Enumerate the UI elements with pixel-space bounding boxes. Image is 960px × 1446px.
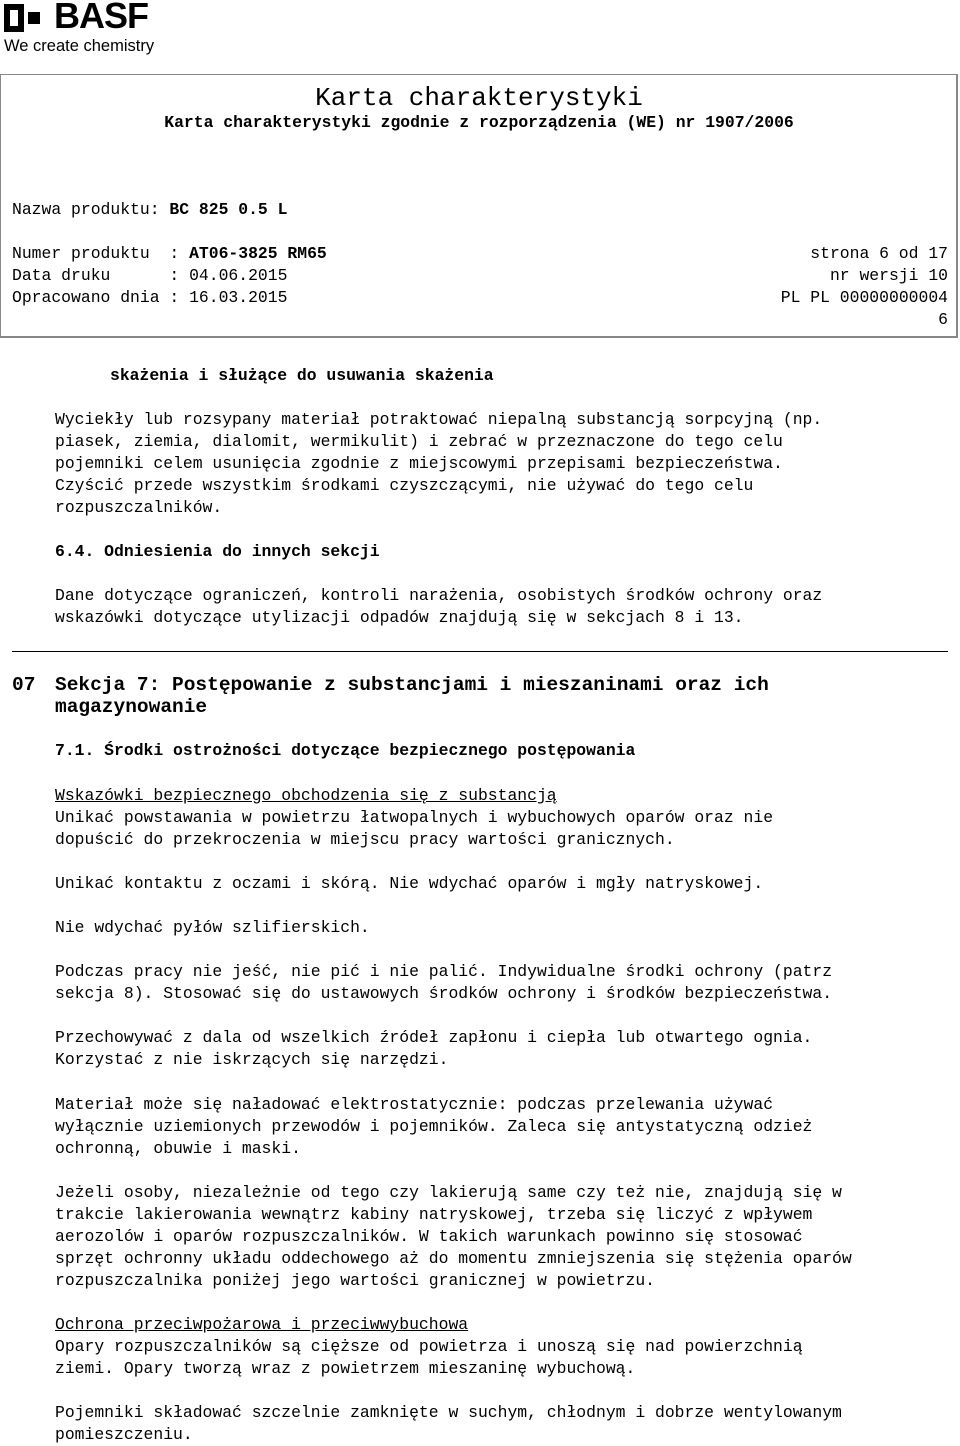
basf-wordmark: BASF [54, 0, 148, 36]
document-code-continuation: 6 [938, 310, 948, 329]
paragraph-line: rozpuszczalnika poniżej jego wartości granicznej w powietrzu. [55, 1271, 655, 1290]
paragraph-line: wskazówki dotyczące utylizacji odpadów znajdują się w sekcjach 8 i 13. [55, 608, 744, 627]
paragraph-line: sprzęt ochronny układu oddechowego aż do momentu zmniejszenia się stężenia oparów [55, 1249, 852, 1268]
section-number: 07 [12, 674, 36, 696]
paragraph-line: Unikać kontaktu z oczami i skórą. Nie wdychać oparów i mgły natryskowej. [55, 874, 764, 893]
section-title-line: Sekcja 7: Postępowanie z substancjami i mieszaninami oraz ich [55, 674, 769, 696]
subsection-heading-7-1: 7.1. Środki ostrożności dotyczące bezpiecznego postępowania [55, 741, 636, 760]
paragraph-line: aerozolów i oparów rozpuszczalników. W takich warunkach powinno się stosować [55, 1227, 803, 1246]
paragraph-line: wyłącznie uziemionych przewodów i pojemników. Zaleca się antystatyczną odzież [55, 1117, 813, 1136]
paragraph-line: Wyciekły lub rozsypany materiał potraktować niepalną substancją sorpcyjną (np. [55, 410, 823, 429]
paragraph-line: Korzystać z nie iskrzących się narzędzi. [55, 1050, 449, 1069]
subsection-heading-6-4: 6.4. Odniesienia do innych sekcji [55, 542, 380, 561]
logo-tagline: We create chemistry [4, 37, 155, 55]
intro-heading: skażenia i służące do usuwania skażenia [110, 366, 494, 385]
print-date-label: Data druku : [12, 266, 190, 285]
section-title-line: magazynowanie [55, 696, 208, 718]
product-number-value: AT06-3825 RM65 [189, 244, 327, 263]
print-date-value: 04.06.2015 [189, 266, 288, 285]
prepared-date-row [12, 287, 287, 309]
paragraph-line: ochronną, obuwie i maski. [55, 1139, 301, 1158]
paragraph-line: Dane dotyczące ograniczeń, kontroli narażenia, osobistych środków ochrony oraz [55, 586, 823, 605]
paragraph-line: dopuścić do przekroczenia w miejscu pracy wartości granicznych. [55, 830, 675, 849]
paragraph-line: Czyścić przede wszystkim środkami czyszczącymi, nie używać do tego celu [55, 476, 754, 495]
product-name-label: Nazwa produktu: [12, 200, 170, 219]
product-number-row [12, 243, 327, 265]
paragraph-line: piasek, ziemia, dialomit, wermikulit) i zebrać w przeznaczone do tego celu [55, 432, 783, 451]
paragraph-line: rozpuszczalników. [55, 498, 223, 517]
document-code: PL PL 00000000004 [780, 288, 948, 307]
section-divider [12, 651, 948, 652]
safe-handling-heading: Wskazówki bezpiecznego obchodzenia się z substancją [55, 786, 557, 805]
paragraph-line: ziemi. Opary tworzą wraz z powietrzem mieszaninę wybuchową. [55, 1359, 636, 1378]
document-subtitle: Karta charakterystyki zgodnie z rozporządzenia (WE) nr 1907/2006 [164, 113, 794, 132]
basf-logo [4, 2, 204, 62]
paragraph-line: Przechowywać z dala od wszelkich źródeł zapłonu i ciepła lub otwartego ognia. [55, 1028, 813, 1047]
paragraph-line: Unikać powstawania w powietrzu łatwopalnych i wybuchowych oparów oraz nie [55, 808, 774, 827]
paragraph-line: Opary rozpuszczalników są cięższe od powietrza i unoszą się nad powierzchnią [55, 1337, 803, 1356]
product-name-value: BC 825 0.5 L [169, 200, 288, 219]
prepared-date-value: 16.03.2015 [189, 288, 288, 307]
fire-protection-heading: Ochrona przeciwpożarowa i przeciwwybuchowa [55, 1315, 469, 1334]
basf-logo-mark [4, 4, 48, 32]
paragraph-line: Pojemniki składować szczelnie zamknięte w suchym, chłodnym i dobrze wentylowanym [55, 1403, 842, 1422]
print-date-row [12, 265, 287, 287]
paragraph-line: sekcja 8). Stosować się do ustawowych środków ochrony i środków bezpieczeństwa. [55, 984, 833, 1003]
page-info: strona 6 od 17 [810, 244, 948, 263]
paragraph-line: pomieszczeniu. [55, 1425, 193, 1444]
paragraph-line: Podczas pracy nie jeść, nie pić i nie palić. Indywidualne środki ochrony (patrz [55, 962, 833, 981]
paragraph-line: Jeżeli osoby, niezależnie od tego czy lakierują same czy też nie, znajdują się w [55, 1183, 842, 1202]
product-name-row [12, 199, 287, 221]
document-title: Karta charakterystyki [315, 83, 643, 113]
version-number: nr wersji 10 [829, 266, 948, 285]
prepared-date-label: Opracowano dnia : [12, 288, 190, 307]
paragraph-line: Nie wdychać pyłów szlifierskich. [55, 918, 370, 937]
paragraph-line: pojemniki celem usunięcia zgodnie z miejscowymi przepisami bezpieczeństwa. [55, 454, 783, 473]
paragraph-line: Materiał może się naładować elektrostatycznie: podczas przelewania używać [55, 1095, 774, 1114]
product-number-label: Numer produktu : [12, 244, 190, 263]
paragraph-line: trakcie lakierowania wewnątrz kabiny natryskowej, trzeba się liczyć z wpływem [55, 1205, 813, 1224]
